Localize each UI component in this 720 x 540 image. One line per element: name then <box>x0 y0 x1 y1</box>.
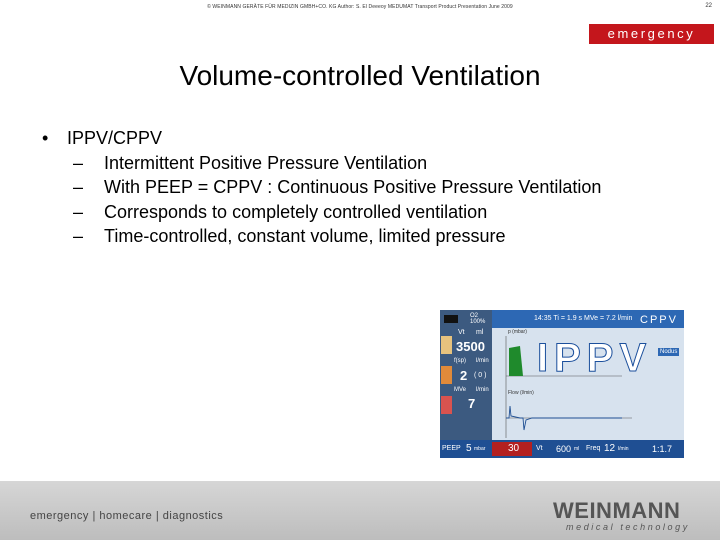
mode-cppv-label: CPPV <box>640 314 678 326</box>
display-bottom-bar <box>440 440 684 458</box>
sub-item-text: With PEEP = CPPV : Continuous Positive Pressure Ventilation <box>104 177 602 197</box>
dash-icon: – <box>73 226 84 246</box>
vt-unit: ml <box>476 329 484 336</box>
f-value: 2 <box>460 368 468 383</box>
page-number: 22 <box>705 3 712 9</box>
bullet-text: IPPV/CPPV <box>67 128 163 148</box>
peep-unit: mbar <box>474 446 486 452</box>
sub-item-text: Time-controlled, constant volume, limited pressure <box>104 226 506 246</box>
bullet-dot-icon: • <box>42 128 49 148</box>
dash-icon: – <box>73 201 84 222</box>
freq-unit: l/min <box>618 446 629 452</box>
flow-axis-label: Flow (l/min) <box>508 390 534 396</box>
adult-figure-icon <box>441 336 452 354</box>
pmax-value: 30 <box>508 443 520 454</box>
flow-curve <box>506 406 622 430</box>
sub-item <box>42 224 601 249</box>
dash-icon: – <box>73 177 84 197</box>
freq-label: Freq <box>586 445 601 452</box>
vt-label: Vt <box>458 329 465 336</box>
sub-item-text: Intermittent Positive Pressure Ventilation <box>104 152 428 173</box>
vt-bottom-label: Vt <box>536 445 543 452</box>
weinmann-logo-subtitle: medical technology <box>566 522 690 532</box>
header-copyright: © WEINMANN GERÄTE FÜR MEDIZIN GMBH+CO. KG Author: S. El Deeeoy MEDUMAT Transport Product Presentation June 2009 <box>207 4 513 10</box>
footer-tagline: emergency | homecare | diagnostics <box>30 510 224 522</box>
battery-icon <box>444 315 458 323</box>
vt-bottom-unit: ml <box>574 446 580 452</box>
nodus-label: Nodus <box>660 349 678 355</box>
pressure-curve <box>509 346 523 376</box>
vt-bottom-value: 600 <box>556 444 572 454</box>
infant-figure-icon <box>441 396 452 414</box>
mve-value: 7 <box>468 396 476 411</box>
f-label: f(sp) <box>454 358 466 364</box>
ventilator-display-image <box>440 310 684 458</box>
peep-label: PEEP <box>442 445 461 452</box>
f-unit: l/min <box>476 358 489 364</box>
display-left-panel <box>440 310 492 458</box>
footer <box>0 481 720 540</box>
weinmann-logo: WEINMANN <box>553 498 681 523</box>
bullet-item <box>42 126 601 151</box>
emergency-badge: emergency <box>589 24 714 44</box>
slide-title: Volume-controlled Ventilation <box>179 60 541 91</box>
mve-label: MVe <box>454 387 467 393</box>
ratio-value: 1:1.7 <box>652 444 673 454</box>
sub-item <box>42 151 601 176</box>
pressure-axis-label: p (mbar) <box>508 329 527 335</box>
sub-item <box>42 200 601 225</box>
dash-icon: – <box>73 152 84 173</box>
vt-value: 3500 <box>456 339 485 354</box>
bullet-list <box>42 126 601 249</box>
sub-item <box>42 175 601 200</box>
peep-value: 5 <box>466 443 472 454</box>
o2-readout: O2 100% <box>470 313 486 325</box>
display-status-text: 14:35 Ti = 1.9 s MVe = 7.2 l/min <box>534 315 633 322</box>
mve-unit: l/min <box>476 387 489 393</box>
freq-value: 12 <box>604 443 616 454</box>
child-figure-icon <box>441 366 452 384</box>
mode-ippv-large: IPPV <box>537 336 653 380</box>
sub-item-text: Corresponds to completely controlled ventilation <box>104 201 488 222</box>
f-paren: ( 0 ) <box>474 372 487 379</box>
